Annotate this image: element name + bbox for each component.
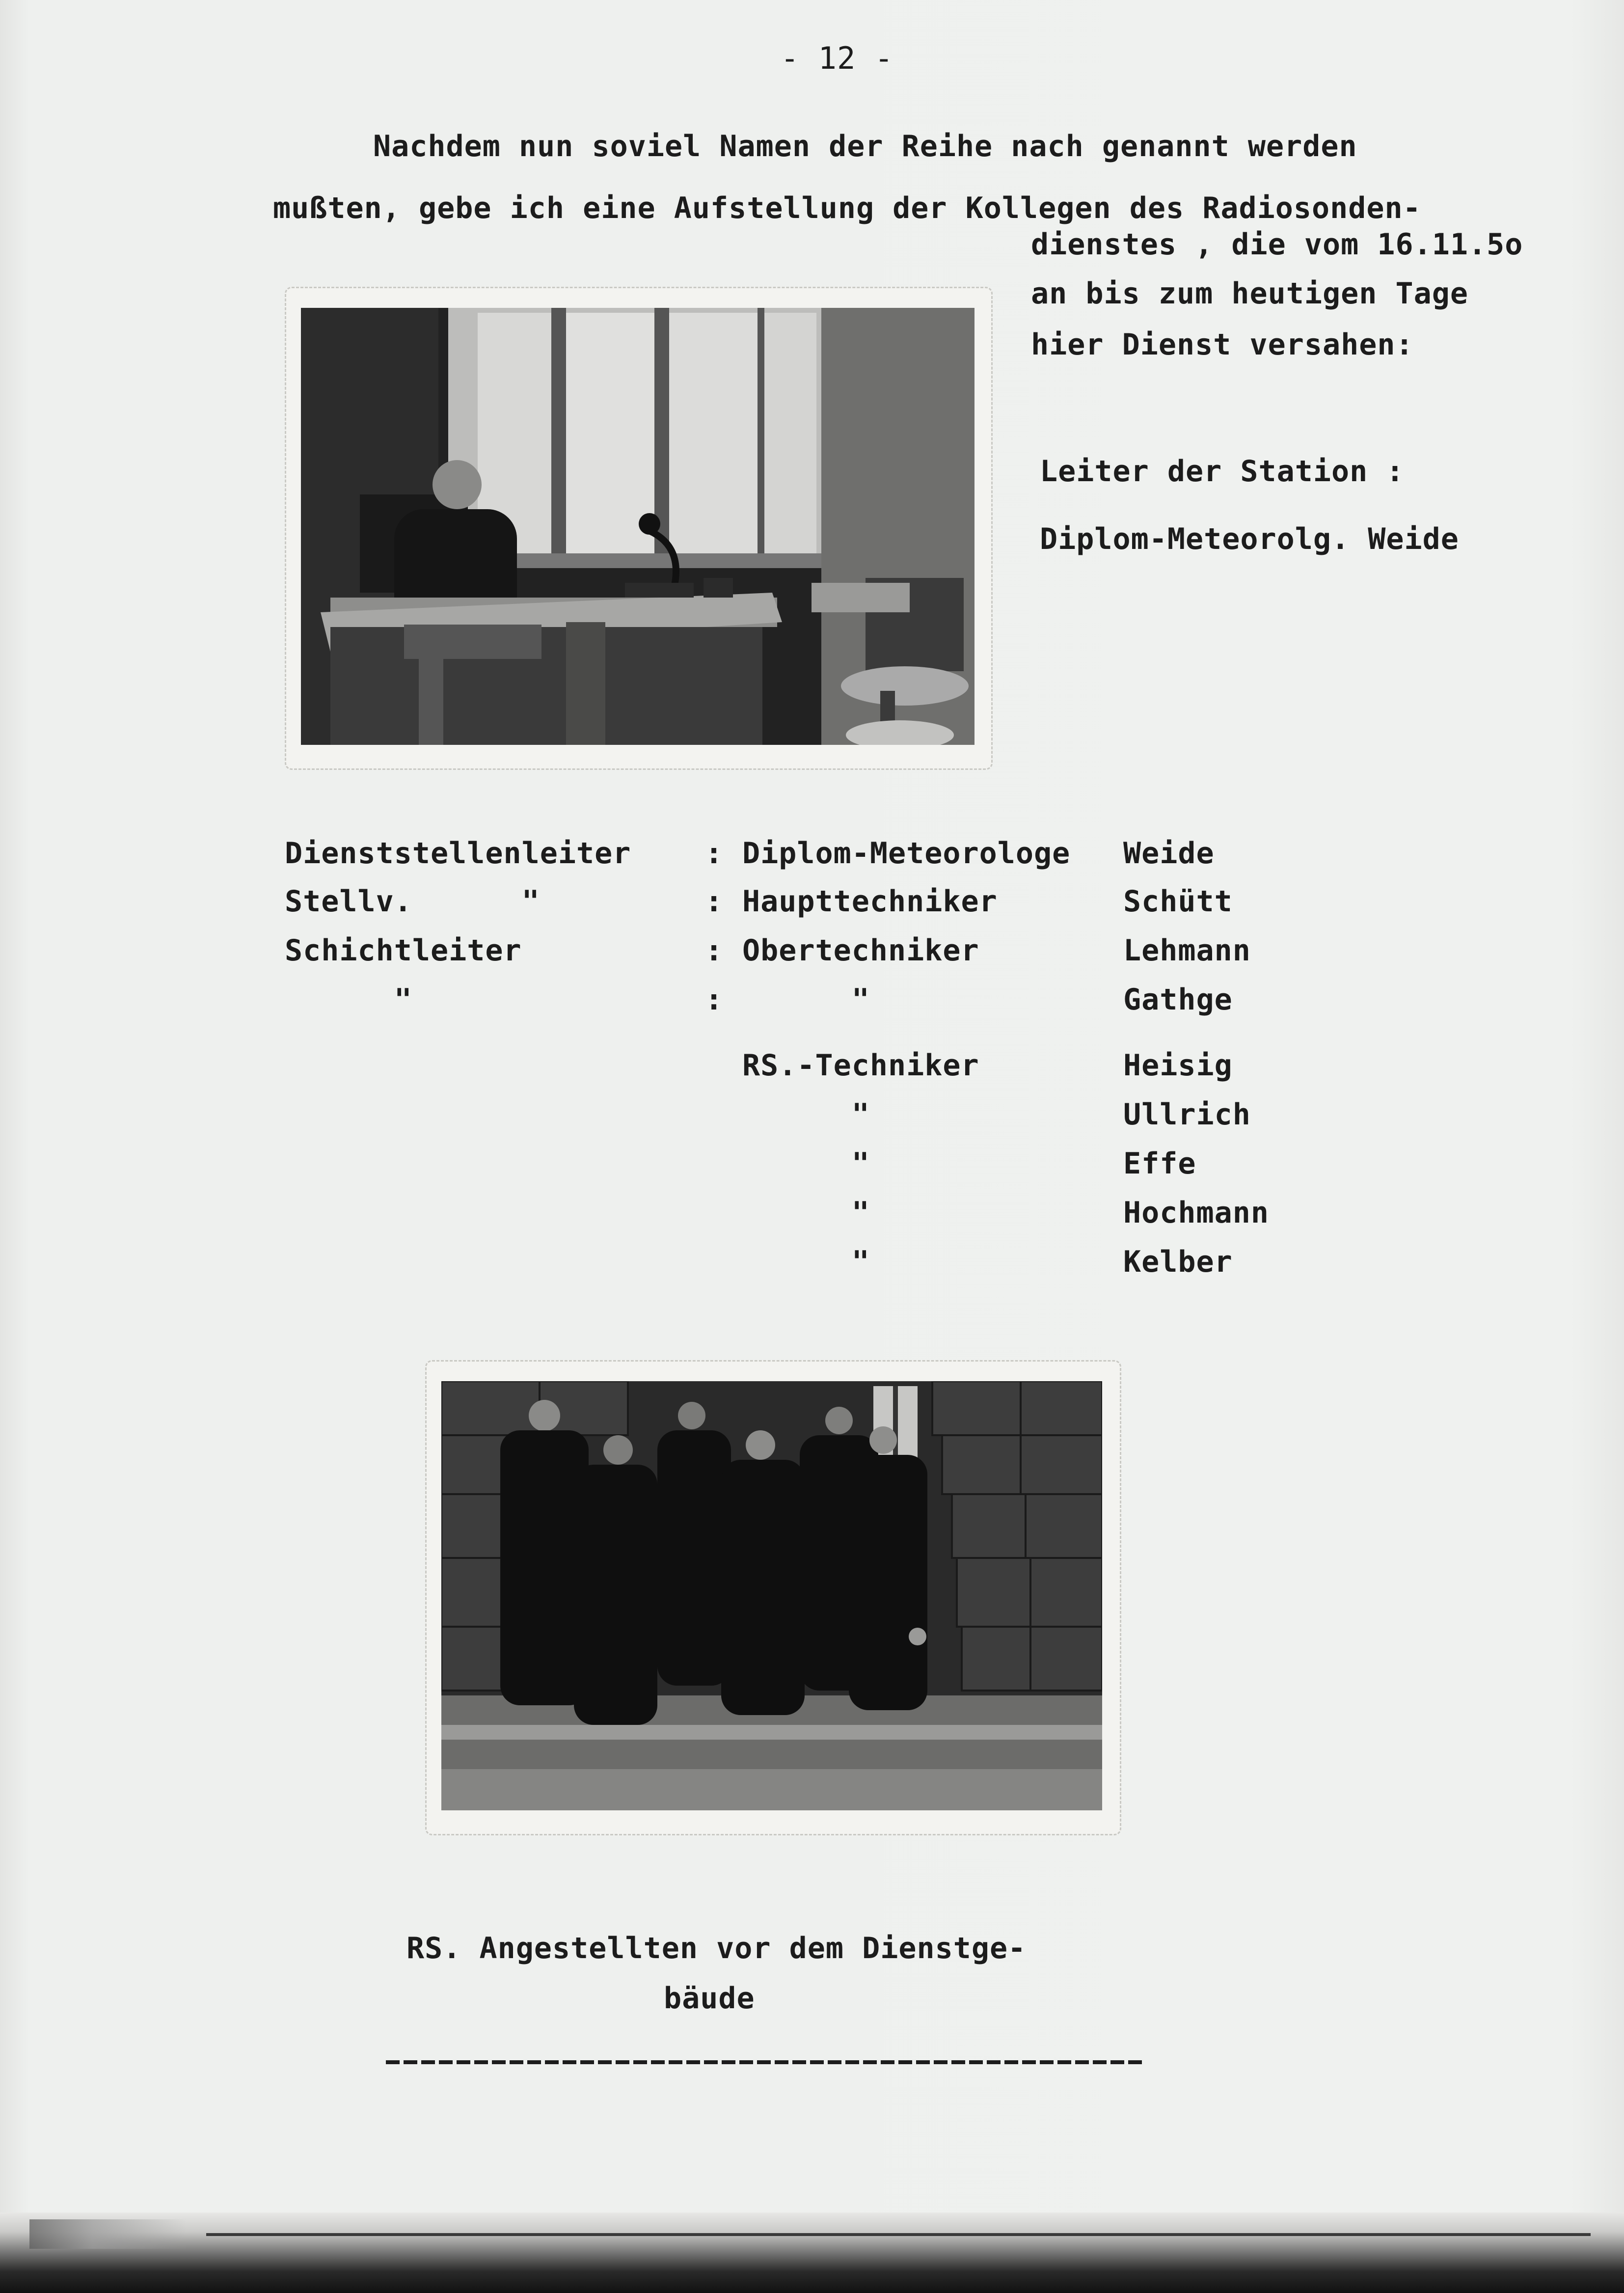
staff-title: " [742, 1146, 870, 1181]
intro-line-2: mußten, gebe ich eine Aufstellung der Kollegen des Radiosonden- [273, 191, 1421, 225]
dashed-underline-rule [386, 2060, 1142, 2064]
staff-title: " [742, 1245, 870, 1279]
intro-line-1: Nachdem nun soviel Namen der Reihe nach genannt werden [373, 129, 1357, 164]
staff-title: RS.-Techniker [742, 1048, 979, 1083]
station-head-name: Diplom-Meteorolg. Weide [1040, 522, 1459, 556]
scan-bottom-edge [0, 2212, 1624, 2293]
staff-name: Kelber [1123, 1245, 1233, 1279]
intro-line-4: an bis zum heutigen Tage [1031, 276, 1468, 311]
staff-name: Heisig [1123, 1048, 1233, 1083]
staff-name: Schütt [1123, 884, 1233, 919]
staff-name: Hochmann [1123, 1196, 1269, 1230]
staff-title: " [742, 1196, 870, 1230]
office-photo-image [301, 308, 974, 745]
staff-name: Weide [1123, 836, 1215, 871]
staff-sep: : [705, 933, 724, 968]
staff-name: Lehmann [1123, 933, 1251, 968]
group-photo-image [441, 1381, 1102, 1810]
staff-role: " [285, 983, 412, 1017]
staff-title: Haupttechniker [742, 884, 998, 919]
staff-name: Effe [1123, 1146, 1196, 1181]
staff-role: Dienststellenleiter [285, 836, 631, 871]
staff-role: Stellv. " [285, 884, 540, 919]
intro-line-5: hier Dienst versahen: [1031, 328, 1414, 362]
staff-title: " [742, 1097, 870, 1132]
group-photo [425, 1360, 1121, 1835]
scan-shadow [29, 2219, 187, 2249]
page-bottom-line [206, 2233, 1591, 2236]
staff-sep: : [705, 983, 724, 1017]
staff-title: Obertechniker [742, 933, 979, 968]
intro-line-3: dienstes , die vom 16.11.5o [1031, 227, 1523, 262]
staff-sep: : [705, 884, 724, 919]
staff-title: " [742, 983, 870, 1017]
office-photo [285, 287, 993, 770]
staff-title: Diplom-Meteorologe [742, 836, 1071, 871]
staff-name: Gathge [1123, 983, 1233, 1017]
photo-caption-line-2: bäude [664, 1981, 755, 2016]
station-head-label: Leiter der Station : [1040, 454, 1405, 489]
staff-name: Ullrich [1123, 1097, 1251, 1132]
staff-sep: : [705, 836, 724, 871]
staff-role: Schichtleiter [285, 933, 522, 968]
photo-caption-line-1: RS. Angestellten vor dem Dienstge- [406, 1931, 1027, 1965]
page-number: - 12 - [781, 40, 893, 76]
